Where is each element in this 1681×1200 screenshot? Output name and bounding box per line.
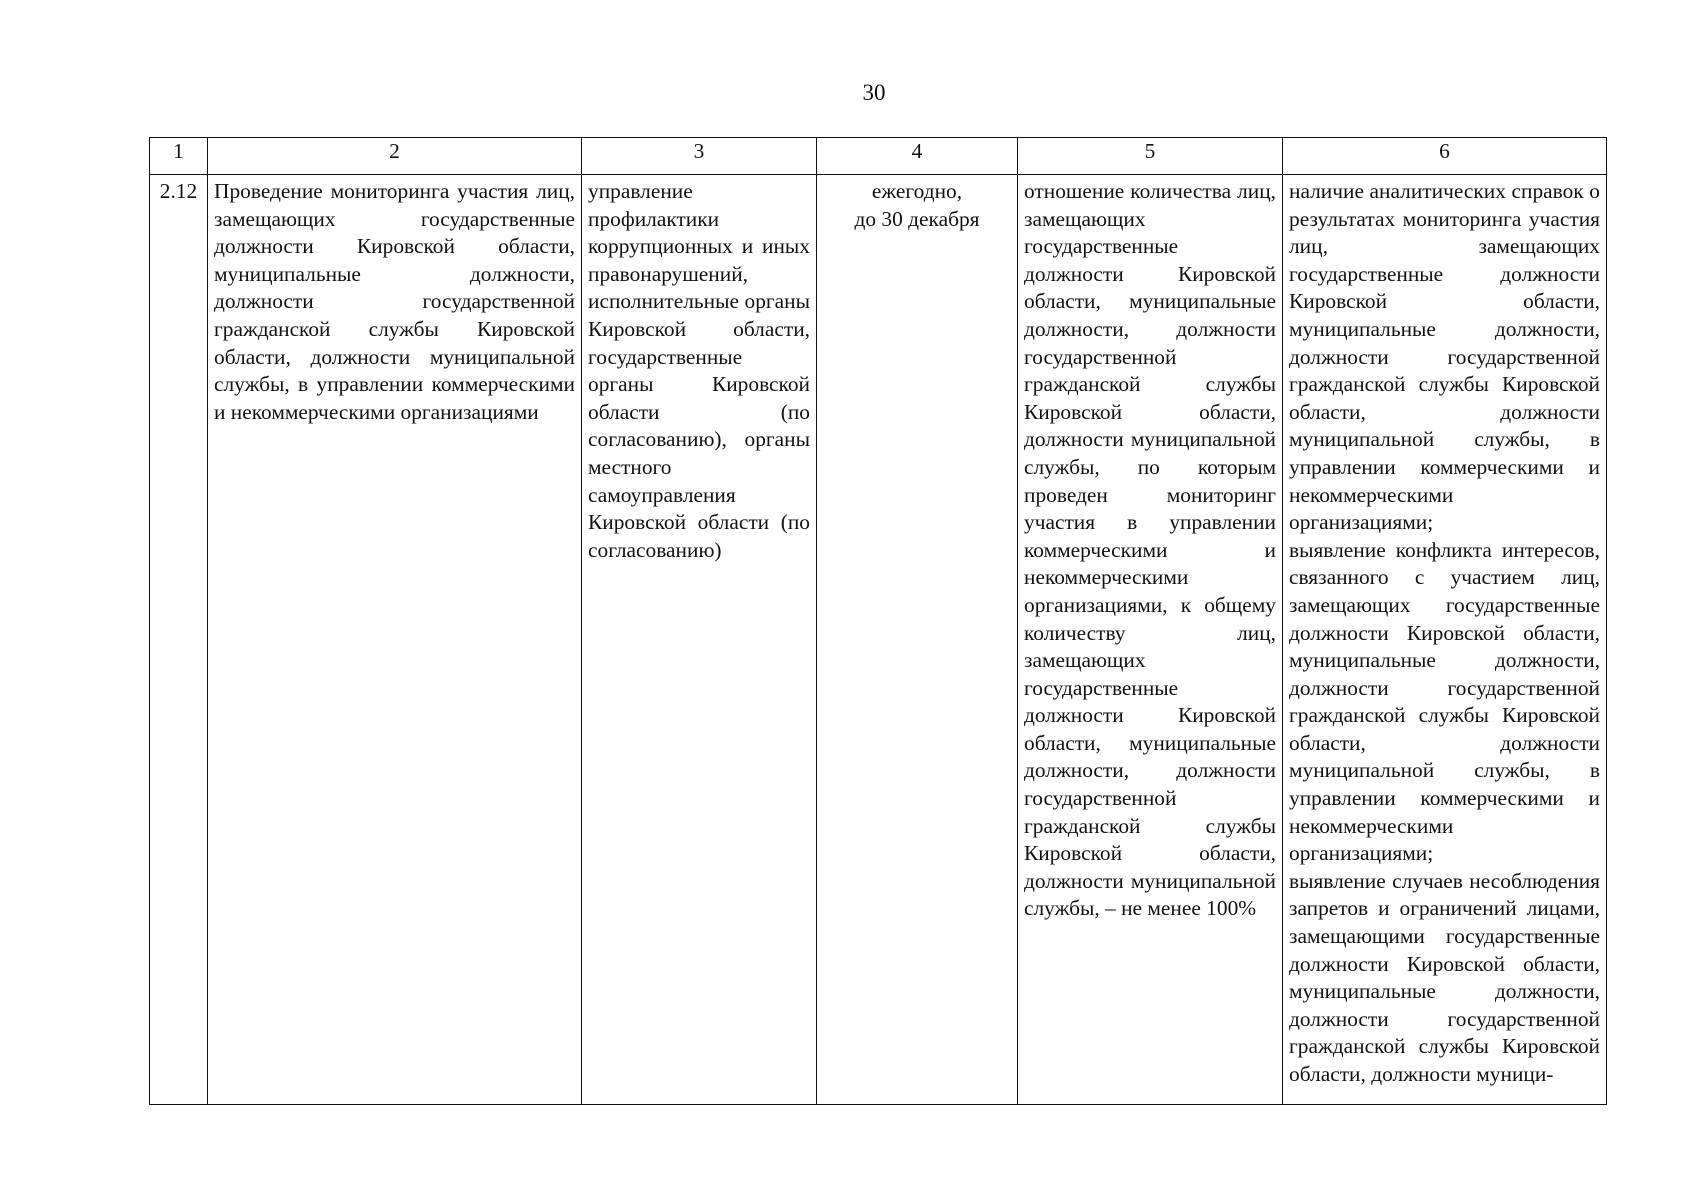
deadline-cell: [817, 175, 1018, 1105]
header-row: [150, 138, 1607, 175]
deadline-date: до 30 декабря: [854, 206, 980, 231]
result-cell: [1283, 175, 1607, 1105]
deadline-frequency: ежегодно,: [871, 179, 963, 203]
indicator-cell: отношение количества лиц, замещающих государственные должности Кировской области, муниципальные должности, должности государственной гражданской службы Кировской области, должности муниципальной службы, по которым проведен мониторинг участия в управлении коммерческими и некоммерческими организациями, к общему количеству лиц, замещающих государственные должности Кировской области, муниципальные должности, должности государственной гражданской службы Кировской области, должности муниципальной службы, – не менее 100%: [1018, 175, 1283, 1105]
column-header-4: 4: [817, 138, 1018, 175]
result-item-1: наличие аналитических справок о результатах мониторинга участия лиц, замещающих государственные должности Кировской области, муниципальные должности, должности государственной гражданской службы Кировской области, должности муниципальной службы, в управлении коммерческими и некоммерческими организациями;: [1289, 179, 1600, 535]
page-number: 30: [862, 80, 886, 105]
result-item-3: выявление случаев несоблюдения запретов и ограничений лицами, замещающими государственные должности Кировской области, муниципальные должности, должности государственной гражданской службы Кировской области, должности муници-: [1289, 868, 1600, 1086]
column-header-1: 1: [150, 138, 208, 175]
measures-table: [149, 137, 1607, 1105]
result-item-2: выявление конфликта интересов, связанного с участием лиц, замещающих государственные должности Кировской области, муниципальные должности, должности государственной гражданской службы Кировской области, должности муниципальной службы, в управлении коммерческими и некоммерческими организациями;: [1289, 537, 1600, 866]
table-row: [150, 175, 1607, 1105]
column-header-3: 3: [582, 138, 817, 175]
responsible-cell: управление профилактики коррупционных и иных правонарушений, исполнительные органы Кировской области, государственные органы Кировской области (по согласованию), органы местного самоуправления Кировской области (по согласованию): [582, 175, 817, 1105]
column-header-6: 6: [1283, 138, 1607, 175]
column-header-2: 2: [208, 138, 582, 175]
column-header-5: 5: [1018, 138, 1283, 175]
activity-cell: Проведение мониторинга участия лиц, замещающих государственные должности Кировской области, муниципальные должности, должности государственной гражданской службы Кировской области, должности муниципальной службы, в управлении коммерческими и некоммерческими организациями: [208, 175, 582, 1105]
row-number: 2.12: [150, 175, 208, 1105]
